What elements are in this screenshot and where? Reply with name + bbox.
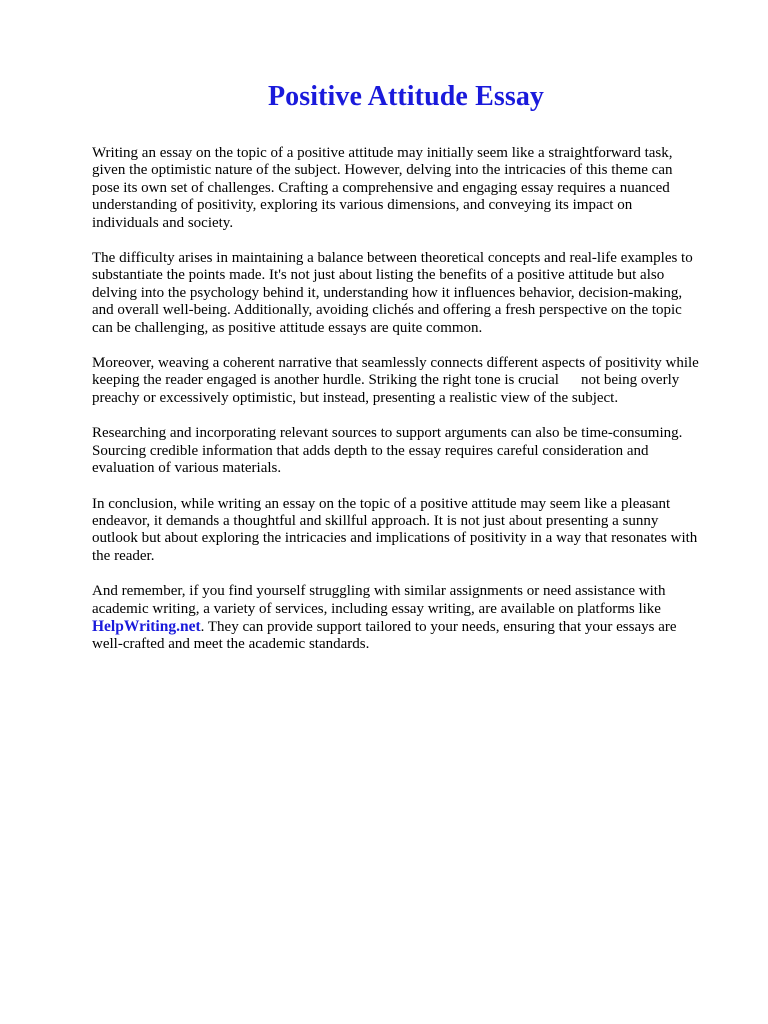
text-line: delving into the psychology behind it, understanding how it influences behavior, decision-making, [92, 284, 683, 301]
text-line: can be challenging, as positive attitude essays are quite common. [92, 319, 483, 336]
text-segment: not being overly [580, 372, 680, 389]
text-line: Sourcing credible information that adds depth to the essay requires careful consideration and [92, 442, 649, 459]
paragraph-5 [92, 496, 728, 566]
text-line: individuals and society. [92, 214, 234, 231]
text-line: preachy or excessively optimistic, but instead, presenting a realistic view of the subject. [92, 389, 619, 406]
paragraph-4 [92, 425, 728, 477]
text-line: Moreover, weaving a coherent narrative that seamlessly connects different aspects of positivity while [92, 355, 699, 372]
text-line: well-crafted and meet the academic standards. [92, 636, 370, 653]
text-line: substantiate the points made. It's not just about listing the benefits of a positive attitude but also [92, 267, 665, 284]
text-line: evaluation of various materials. [92, 460, 282, 477]
paragraph-2 [92, 250, 728, 337]
text-line: endeavor, it demands a thoughtful and skillful approach. It is not just about presenting a sunny [92, 512, 659, 529]
text-line: Writing an essay on the topic of a positive attitude may initially seem like a straightforward task, [92, 145, 673, 161]
paragraph-3 [92, 355, 728, 407]
text-line-with-gap [92, 372, 728, 389]
text-line: pose its own set of challenges. Crafting a comprehensive and engaging essay requires a nuanced [92, 179, 670, 196]
page-title: Positive Attitude Essay [267, 81, 545, 112]
essay-body [92, 145, 728, 672]
text-line-with-link [92, 618, 728, 636]
text-line: academic writing, a variety of services, including essay writing, are available on platforms like [92, 600, 661, 617]
text-line: and overall well-being. Additionally, avoiding clichés and offering a fresh perspective on the topic [92, 302, 682, 319]
text-line: And remember, if you find yourself struggling with similar assignments or need assistance with [92, 583, 666, 600]
text-line: Researching and incorporating relevant sources to support arguments can also be time-consuming. [92, 425, 683, 442]
text-line: In conclusion, while writing an essay on the topic of a positive attitude may seem like a pleasant [92, 495, 671, 512]
paragraph-6 [92, 583, 728, 654]
text-line: given the optimistic nature of the subject. However, delving into the intricacies of this theme can [92, 162, 673, 179]
helpwriting-link[interactable]: HelpWriting.net [92, 617, 201, 635]
text-line: outlook but about exploring the intricacies and implications of positivity in a way that resonates with [92, 530, 698, 547]
text-segment: . They can provide support tailored to your needs, ensuring that your essays are [200, 618, 677, 635]
text-line: understanding of positivity, exploring its various dimensions, and conveying its impact on [92, 197, 633, 214]
text-segment: keeping the reader engaged is another hurdle. Striking the right tone is crucial [92, 372, 559, 389]
paragraph-1 [92, 145, 728, 232]
text-line: the reader. [92, 547, 155, 564]
text-line: The difficulty arises in maintaining a balance between theoretical concepts and real-life examples to [92, 250, 693, 267]
